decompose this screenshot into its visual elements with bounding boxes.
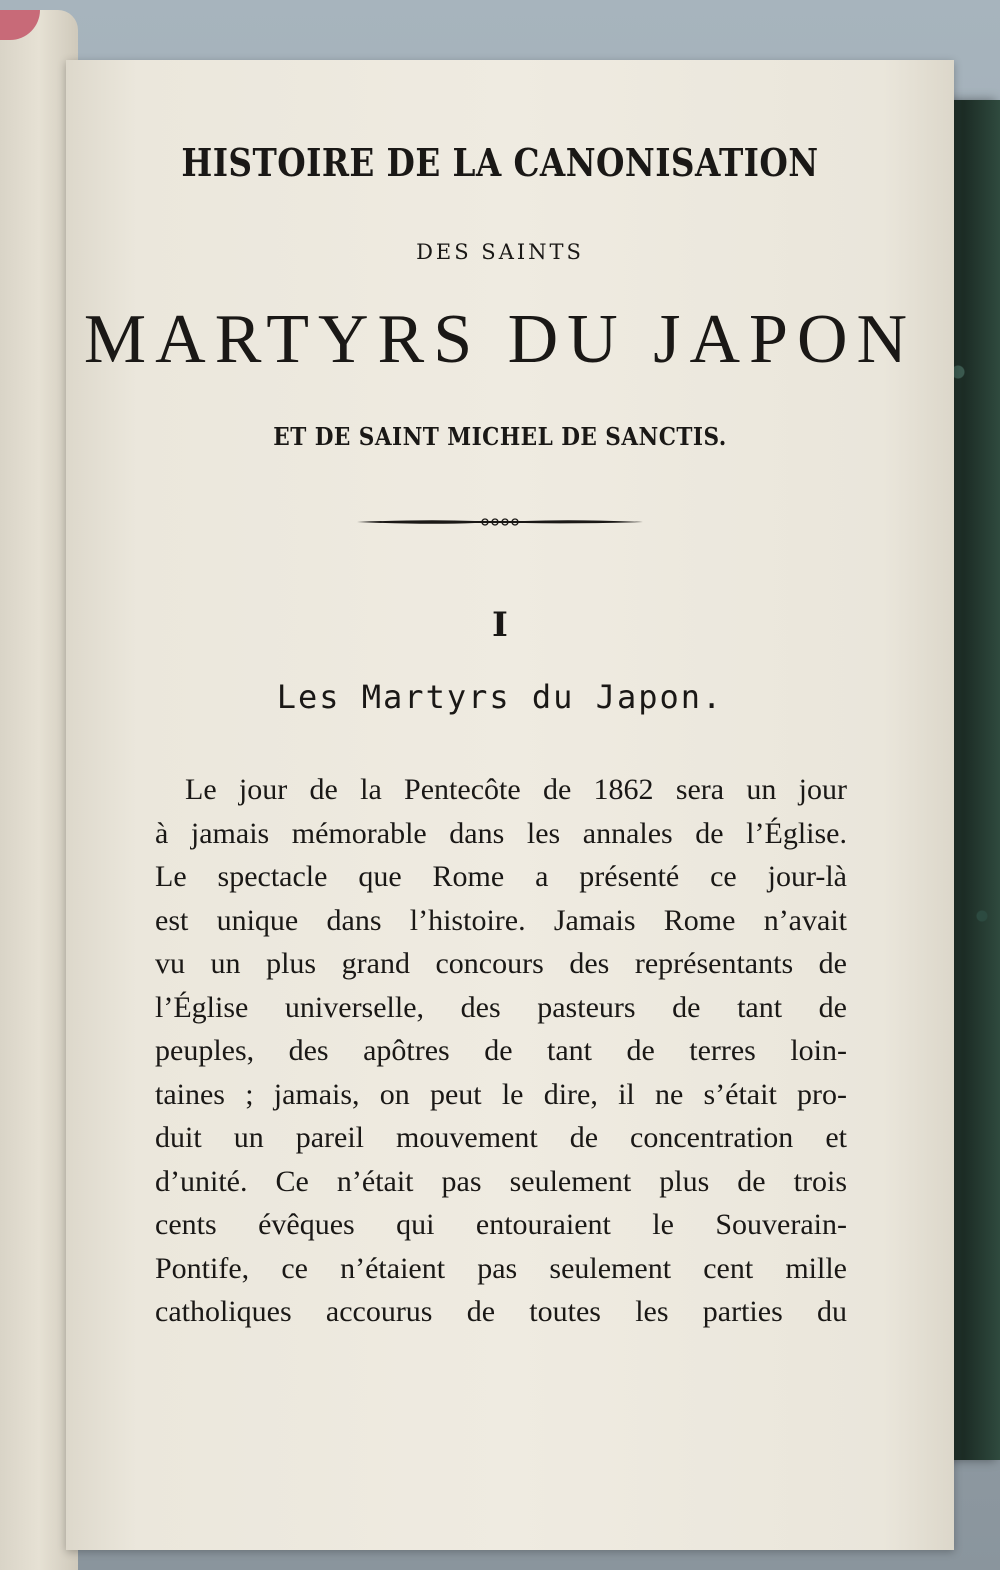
body-line: vu un plus grand concours des représentants de: [155, 947, 847, 980]
ribbon-edge: [0, 10, 40, 40]
body-line: catholiques accourus de toutes les parties du: [155, 1295, 847, 1328]
body-line: à jamais mémorable dans les annales de l’Église.: [155, 816, 847, 850]
title-line-1: HISTOIRE DE LA CANONISATION: [181, 140, 819, 185]
ornament-divider: [355, 512, 645, 532]
body-text: [155, 768, 847, 1334]
title-main: MARTYRS DU JAPON: [83, 301, 917, 378]
body-line: est unique dans l’histoire. Jamais Rome n’avait: [155, 903, 847, 937]
body-line: cents évêques qui entouraient le Souverain-: [155, 1208, 847, 1241]
body-line: d’unité. Ce n’était pas seulement plus de trois: [155, 1164, 847, 1198]
body-line: Le jour de la Pentecôte de 1862 sera un jour: [185, 773, 847, 806]
body-line: duit un pareil mouvement de concentration et: [155, 1121, 847, 1154]
body-line: Le spectacle que Rome a présenté ce jour-là: [155, 860, 847, 893]
body-line: taines ; jamais, on peut le dire, il ne s’était pro-: [155, 1077, 847, 1111]
body-line: peuples, des apôtres de tant de terres loin-: [155, 1034, 847, 1067]
chapter-title: Les Martyrs du Japon.: [276, 678, 724, 716]
chapter-number: I: [492, 605, 508, 645]
body-line: l’Église universelle, des pasteurs de tant de: [155, 990, 847, 1024]
title-line-4: ET DE SAINT MICHEL DE SANCTIS.: [273, 422, 727, 451]
title-line-2: DES SAINTS: [416, 240, 584, 264]
body-line: Pontife, ce n’étaient pas seulement cent mille: [155, 1251, 847, 1285]
